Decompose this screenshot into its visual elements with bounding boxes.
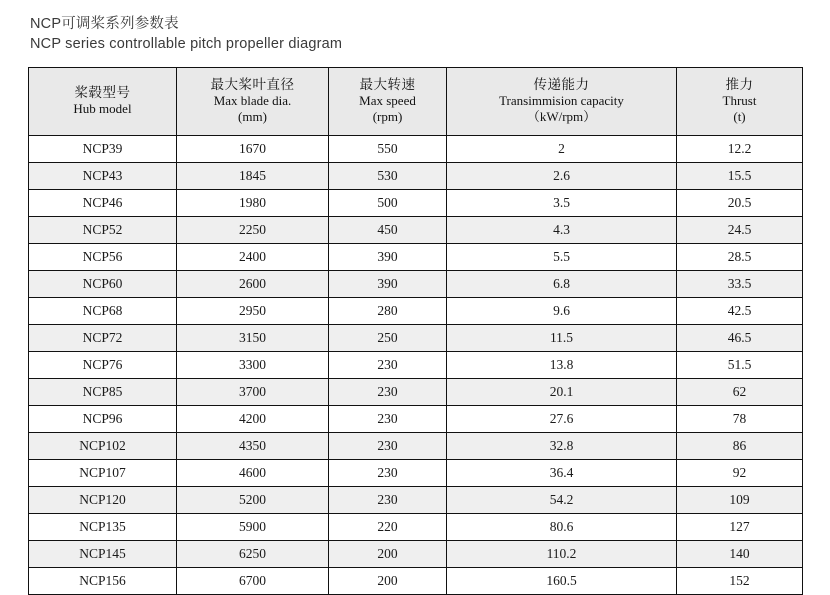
- column-header-en: Thrust: [722, 93, 757, 108]
- cell-max-speed: 230: [329, 352, 447, 379]
- cell-max-speed: 530: [329, 163, 447, 190]
- cell-max-speed: 230: [329, 487, 447, 514]
- cell-hub-model: NCP145: [29, 541, 177, 568]
- cell-transmission-capacity: 2: [447, 136, 677, 163]
- cell-max-blade-dia: 4600: [177, 460, 329, 487]
- cell-transmission-capacity: 54.2: [447, 487, 677, 514]
- cell-max-speed: 390: [329, 271, 447, 298]
- cell-transmission-capacity: 2.6: [447, 163, 677, 190]
- cell-max-blade-dia: 1670: [177, 136, 329, 163]
- cell-max-blade-dia: 1845: [177, 163, 329, 190]
- cell-max-speed: 450: [329, 217, 447, 244]
- cell-thrust: 24.5: [677, 217, 803, 244]
- cell-transmission-capacity: 160.5: [447, 568, 677, 595]
- column-header-cn: 最大转速: [359, 77, 416, 92]
- column-header-cn: 最大桨叶直径: [210, 77, 295, 92]
- cell-transmission-capacity: 5.5: [447, 244, 677, 271]
- table-row: [29, 568, 803, 595]
- table-row: [29, 163, 803, 190]
- cell-max-speed: 230: [329, 433, 447, 460]
- cell-hub-model: NCP72: [29, 325, 177, 352]
- cell-hub-model: NCP85: [29, 379, 177, 406]
- column-header-en: Max blade dia.: [213, 93, 292, 108]
- cell-hub-model: NCP68: [29, 298, 177, 325]
- table-row: [29, 433, 803, 460]
- column-header-unit: (mm): [238, 109, 267, 124]
- cell-max-blade-dia: 1980: [177, 190, 329, 217]
- cell-transmission-capacity: 4.3: [447, 217, 677, 244]
- cell-hub-model: NCP156: [29, 568, 177, 595]
- cell-max-blade-dia: 2600: [177, 271, 329, 298]
- table-row: [29, 244, 803, 271]
- cell-transmission-capacity: 110.2: [447, 541, 677, 568]
- cell-hub-model: NCP96: [29, 406, 177, 433]
- table-row: [29, 217, 803, 244]
- cell-thrust: 109: [677, 487, 803, 514]
- cell-max-speed: 250: [329, 325, 447, 352]
- page-title-en: NCP series controllable pitch propeller diagram: [30, 36, 343, 52]
- column-header-unit: （kW/rpm）: [526, 109, 597, 124]
- cell-max-blade-dia: 2250: [177, 217, 329, 244]
- table-row: [29, 514, 803, 541]
- cell-thrust: 42.5: [677, 298, 803, 325]
- cell-thrust: 46.5: [677, 325, 803, 352]
- cell-max-blade-dia: 4200: [177, 406, 329, 433]
- cell-hub-model: NCP56: [29, 244, 177, 271]
- cell-max-speed: 500: [329, 190, 447, 217]
- cell-transmission-capacity: 3.5: [447, 190, 677, 217]
- cell-max-blade-dia: 5200: [177, 487, 329, 514]
- column-header-max-speed: [329, 68, 447, 136]
- cell-thrust: 86: [677, 433, 803, 460]
- cell-max-blade-dia: 3300: [177, 352, 329, 379]
- table-row: [29, 190, 803, 217]
- cell-thrust: 33.5: [677, 271, 803, 298]
- cell-hub-model: NCP135: [29, 514, 177, 541]
- column-header-transmission-capacity: [447, 68, 677, 136]
- cell-hub-model: NCP107: [29, 460, 177, 487]
- column-header-hub-model: [29, 68, 177, 136]
- column-header-en: Transimmision capacity: [499, 93, 624, 108]
- cell-max-blade-dia: 6250: [177, 541, 329, 568]
- cell-thrust: 140: [677, 541, 803, 568]
- cell-thrust: 15.5: [677, 163, 803, 190]
- cell-max-blade-dia: 6700: [177, 568, 329, 595]
- cell-hub-model: NCP52: [29, 217, 177, 244]
- cell-max-blade-dia: 3150: [177, 325, 329, 352]
- column-header-unit: (rpm): [372, 109, 403, 124]
- cell-transmission-capacity: 6.8: [447, 271, 677, 298]
- table-header-row: [29, 68, 803, 136]
- document-header: [30, 14, 802, 55]
- table-row: [29, 541, 803, 568]
- cell-hub-model: NCP46: [29, 190, 177, 217]
- cell-transmission-capacity: 36.4: [447, 460, 677, 487]
- cell-thrust: 127: [677, 514, 803, 541]
- cell-thrust: 152: [677, 568, 803, 595]
- column-header-unit: (t): [733, 109, 746, 124]
- cell-hub-model: NCP43: [29, 163, 177, 190]
- cell-transmission-capacity: 80.6: [447, 514, 677, 541]
- cell-thrust: 92: [677, 460, 803, 487]
- table-row: [29, 325, 803, 352]
- cell-thrust: 78: [677, 406, 803, 433]
- cell-max-blade-dia: 5900: [177, 514, 329, 541]
- column-header-thrust: [677, 68, 803, 136]
- cell-transmission-capacity: 9.6: [447, 298, 677, 325]
- cell-hub-model: NCP76: [29, 352, 177, 379]
- cell-hub-model: NCP102: [29, 433, 177, 460]
- cell-transmission-capacity: 27.6: [447, 406, 677, 433]
- table-row: [29, 271, 803, 298]
- column-header-en: Max speed: [359, 93, 416, 108]
- cell-max-blade-dia: 4350: [177, 433, 329, 460]
- cell-max-speed: 230: [329, 406, 447, 433]
- page-title-cn: NCP可调桨系列参数表: [30, 16, 179, 32]
- cell-max-speed: 200: [329, 541, 447, 568]
- table-row: [29, 298, 803, 325]
- column-header-cn: 推力: [725, 77, 754, 92]
- cell-max-speed: 550: [329, 136, 447, 163]
- column-header-max-blade-dia: [177, 68, 329, 136]
- cell-max-speed: 230: [329, 460, 447, 487]
- cell-hub-model: NCP120: [29, 487, 177, 514]
- table-row: [29, 352, 803, 379]
- cell-max-speed: 280: [329, 298, 447, 325]
- cell-thrust: 20.5: [677, 190, 803, 217]
- cell-max-blade-dia: 2950: [177, 298, 329, 325]
- cell-thrust: 62: [677, 379, 803, 406]
- cell-thrust: 51.5: [677, 352, 803, 379]
- cell-max-speed: 220: [329, 514, 447, 541]
- table-row: [29, 460, 803, 487]
- table-row: [29, 136, 803, 163]
- cell-transmission-capacity: 20.1: [447, 379, 677, 406]
- column-header-en: Hub model: [73, 101, 132, 116]
- cell-transmission-capacity: 32.8: [447, 433, 677, 460]
- table-row: [29, 379, 803, 406]
- cell-max-speed: 230: [329, 379, 447, 406]
- table-row: [29, 406, 803, 433]
- cell-max-blade-dia: 2400: [177, 244, 329, 271]
- table-body: [29, 136, 803, 595]
- column-header-cn: 传递能力: [533, 77, 590, 92]
- cell-max-speed: 200: [329, 568, 447, 595]
- cell-transmission-capacity: 11.5: [447, 325, 677, 352]
- cell-thrust: 12.2: [677, 136, 803, 163]
- cell-transmission-capacity: 13.8: [447, 352, 677, 379]
- cell-max-blade-dia: 3700: [177, 379, 329, 406]
- cell-hub-model: NCP39: [29, 136, 177, 163]
- column-header-cn: 桨毂型号: [74, 85, 131, 100]
- cell-hub-model: NCP60: [29, 271, 177, 298]
- cell-max-speed: 390: [329, 244, 447, 271]
- cell-thrust: 28.5: [677, 244, 803, 271]
- table-header: [29, 68, 803, 136]
- specification-table: [28, 67, 803, 595]
- table-row: [29, 487, 803, 514]
